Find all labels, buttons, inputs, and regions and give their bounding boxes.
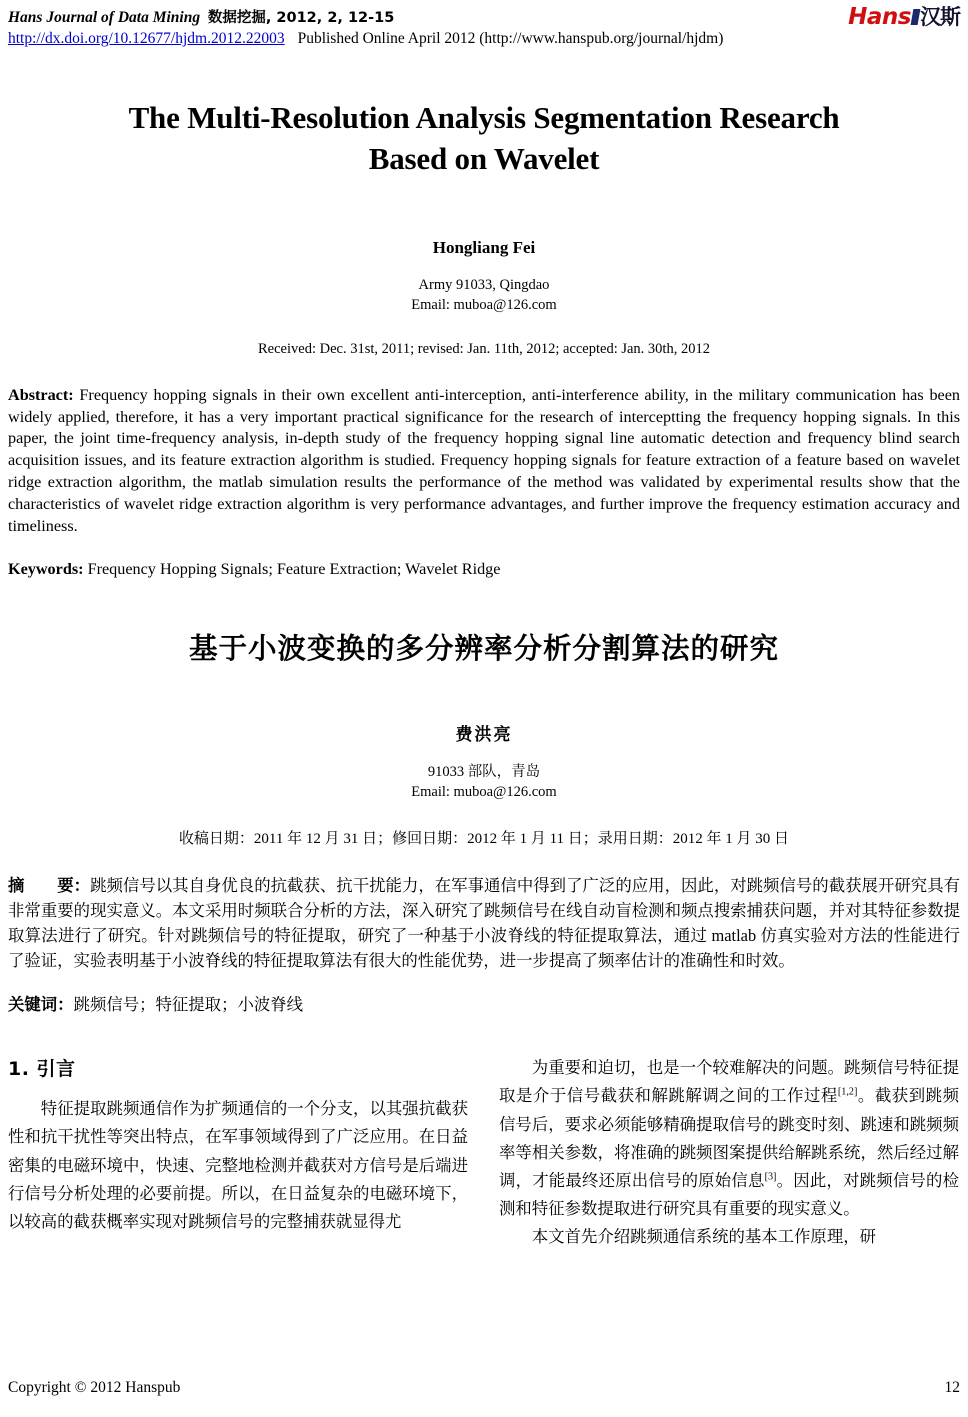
abstract-text-en: Frequency hopping signals in their own excellent anti-interception, anti-interference ability, in the military communication has been widely applied, therefore, it has a very important practical significance for the research of interceptting the frequency hopping signals. In this paper, the joint time-frequency analysis, in-depth study of the frequency hopping signal line automatic detection and frequency blind search acquisition issues, and its feature extraction algorithm is studied. Frequency hopping signals for feature extraction of a feature based on wavelet ridge extraction algorithm, the matlab simulation results the performance of the method was validated by experimental results show that the characteristics of wavelet ridge extraction algorithm is very performance advantages, and further improve the frequency estimation accuracy and timeliness. [8,385,960,535]
citation-ref-1-2: [1,2] [837,1086,858,1098]
abstract-text-cn: 跳频信号以其自身优良的抗截获、抗干扰能力，在军事通信中得到了广泛的应用，因此，对跳频信号的截获展开研究具有非常重要的现实意义。本文采用时频联合分析的方法，深入研究了跳频信号在线自动盲检测和频点搜索捕获问题，并对其特征参数提取算法进行了研究。针对跳频信号的特征提取，研究了一种基于小波脊线的特征提取算法，通过 matlab 仿真实验对方法的性能进行了验证，实验表明基于小波脊线的特征提取算法有很大的性能优势，进一步提高了频率估计的准确性和时效。 [8,875,961,970]
left-column [8,1054,468,1252]
paper-title [38,98,930,180]
keywords-section-cn [8,993,960,1018]
author-affiliation-cn [8,762,960,803]
affiliation-line: Army 91033, Qingdao [418,276,550,293]
journal-title-cn: 数据挖掘 [207,10,266,26]
masthead-line-2 [8,30,960,48]
author-affiliation-en [8,275,960,315]
page-number: 12 [944,1379,960,1396]
abstract-section-cn [8,874,960,974]
abstract-section-en [8,385,960,537]
author-name-cn: 费洪亮 [455,725,513,746]
keywords-label-en: Keywords: [8,560,84,579]
author-email-en: Email: muboa@126.com [411,296,557,313]
journal-title-en: Hans Journal of Data Mining [8,9,201,26]
left-column-paragraph-1: 特征提取跳频通信作为扩频通信的一个分支，以其强抗截获性和抗干扰性等突出特点，在军事领域得到了广泛应用。在日益密集的电磁环境中，快速、完整地检测并截获对方信号是后端进行信号分析处理的必要前提。所以，在日益复杂的电磁环境下，以较高的截获概率实现对跳频信号的完整捕获就显得尤 [8,1099,468,1231]
abstract-label-en: Abstract: [8,385,74,404]
logo-square-icon [911,9,921,25]
affiliation-line-cn: 91033 部队，青岛 [427,764,541,781]
citation-ref-3: [3] [764,1171,777,1183]
right-column-paragraph-2: 本文首先介绍跳频通信系统的基本工作原理，研 [531,1227,876,1247]
copyright-text: Copyright © 2012 Hanspub [8,1379,181,1396]
right-column-paragraph-1 [499,1054,959,1223]
page-content [8,3,961,1252]
section-heading-1: 1. 引言 [8,1058,76,1081]
abstract-label-cn: 摘 要： [8,875,91,895]
hanspub-logo [848,4,960,30]
right-para1-part1: 为重要和迫切，也是一个较难解决的问题。跳频信号特征提取是介于信号截获和解跳解调之间的工作过程 [499,1058,959,1106]
right-para1-part3: 。因此，对跳频信号的检测和特征参数提取进行研究具有重要的现实意义。 [499,1170,960,1219]
author-name-en: Hongliang Fei [432,237,536,257]
journal-masthead [8,3,960,52]
logo-hans-text: Hans [848,3,911,30]
paper-title-line-1: The Multi-Resolution Analysis Segmentation Research [128,100,840,135]
body-columns [8,1054,960,1252]
right-column [499,1054,959,1252]
published-online-text: Published Online April 2012 (http://www.hanspub.org/journal/hjdm) [297,30,724,47]
masthead-line-1 [8,3,960,30]
keywords-text-en: Frequency Hopping Signals; Feature Extraction; Wavelet Ridge [83,560,501,579]
doi-link[interactable]: http://dx.doi.org/10.12677/hjdm.2012.22003 [8,30,285,47]
logo-hans-cn-text: 汉斯 [920,4,960,29]
right-para1-part2: 。截获到跳频信号后，要求必须能够精确提取信号的跳变时刻、跳速和跳频频率等相关参数，将准确的跳频图案提供给解跳系统，然后经过解调，才能最终还原出信号的原始信息 [499,1086,960,1190]
page-footer [8,1379,960,1397]
keywords-section-en [8,559,960,581]
paper-title-cn: 基于小波变换的多分辨率分析分割算法的研究 [188,632,779,666]
journal-issue-info: , 2012, 2, 12-15 [265,10,395,26]
keywords-label-cn: 关键词： [8,995,74,1015]
submission-dates-cn: 收稿日期：2011 年 12 月 31 日；修回日期：2012 年 1 月 11 日；录用日期：2012 年 1 月 30 日 [178,830,790,847]
paper-title-line-2: Based on Wavelet [368,140,600,176]
keywords-text-cn: 跳频信号；特征提取；小波脊线 [73,995,304,1015]
author-email-cn: Email: muboa@126.com [411,784,557,801]
submission-dates-en: Received: Dec. 31st, 2011; revised: Jan. 11th, 2012; accepted: Jan. 30th, 2012 [258,340,710,357]
